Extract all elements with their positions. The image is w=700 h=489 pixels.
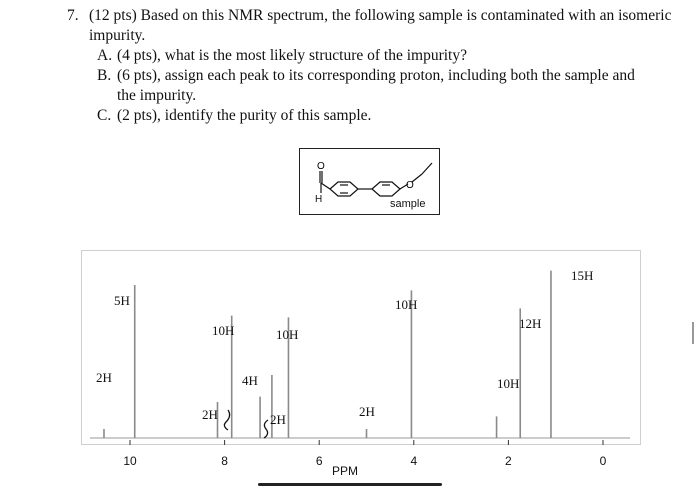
o-atom-label-2: O [406, 180, 414, 191]
x-tick-label: 2 [505, 454, 512, 468]
x-tick-label: 4 [410, 454, 418, 468]
annotation-10h-3: 10H [395, 297, 418, 312]
part-c-letter: C. [97, 107, 112, 124]
annotation-2h-curl: 2H [202, 407, 218, 422]
x-tick-label: 8 [221, 454, 228, 468]
h-atom-label: H [315, 194, 323, 205]
question-text: (12 pts) Based on this NMR spectrum, the following sample is contaminated with an isomeric impurity. [89, 7, 672, 44]
annotation-10h-1: 10H [212, 323, 235, 338]
part-a-text: (4 pts), what is the most likely structure of the impurity? [117, 47, 467, 64]
annotation-2h-right: 2H [359, 404, 375, 419]
annotation-2h-mid: 2H [270, 412, 286, 427]
annotation-squiggle [264, 420, 268, 438]
x-axis-label: PPM [332, 464, 359, 478]
x-tick-label: 10 [123, 454, 137, 468]
annotation-12h: 12H [519, 316, 542, 331]
annotation-15h: 15H [571, 268, 594, 283]
question-number: 7. [67, 7, 79, 24]
x-tick-label: 0 [599, 454, 607, 468]
edge-marker [692, 322, 694, 344]
x-tick-label: 6 [315, 454, 323, 468]
annotation-2h-left: 2H [96, 370, 112, 385]
annotation-10h-2: 10H [276, 327, 299, 342]
part-a-letter: A. [97, 47, 113, 64]
annotation-4h: 4H [242, 373, 258, 388]
part-b-text: (6 pts), assign each peak to its corresponding proton, including both the sample and the impurity. [117, 67, 635, 104]
annotation-squiggle [224, 410, 229, 430]
o-atom-label: O [317, 161, 325, 172]
sample-label: sample [390, 198, 426, 210]
annotation-10h-4: 10H [497, 376, 520, 391]
part-b-letter: B. [97, 67, 112, 84]
scroll-indicator [258, 483, 442, 486]
part-c-text: (2 pts), identify the purity of this sample. [117, 107, 372, 124]
annotation-5h: 5H [114, 293, 130, 308]
